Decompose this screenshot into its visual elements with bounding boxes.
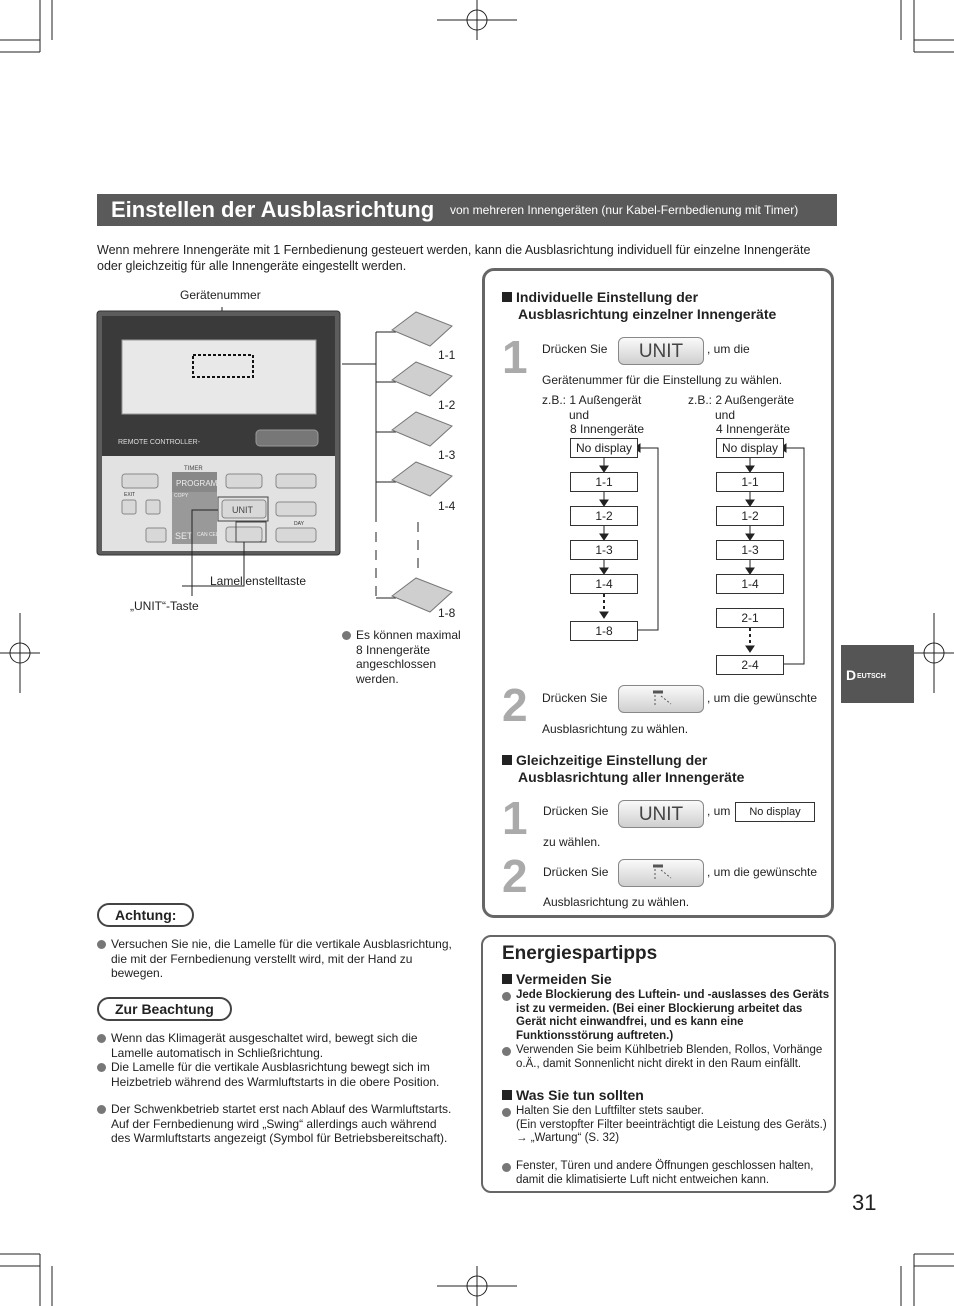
unit-label-8: 1-8 bbox=[438, 606, 456, 620]
remote-timer: TIMER bbox=[184, 466, 203, 472]
step-text: , um bbox=[707, 804, 731, 818]
seq1-item: No display bbox=[570, 438, 638, 458]
step-number: 1 bbox=[502, 792, 528, 844]
bullet-dot bbox=[502, 1163, 511, 1172]
remote-set: SET bbox=[175, 531, 193, 541]
remote-program: PROGRAM bbox=[176, 479, 218, 488]
remote-exit: EXIT bbox=[124, 492, 136, 498]
vermeiden-heading: Vermeiden Sie bbox=[502, 971, 612, 988]
square-bullet-icon bbox=[502, 755, 512, 765]
seq1-item: 1-8 bbox=[570, 621, 638, 641]
page-subtitle: von mehreren Innengeräten (nur Kabel-Fernbedienung mit Timer) bbox=[450, 203, 799, 217]
unit-label-2: 1-2 bbox=[438, 398, 456, 412]
vermeiden-item: Jede Blockierung des Luftein- und -auslasses des Geräts ist zu vermeiden. (Bei einer Blockierung arbeitet das Gerät nicht einwandfrei, und es kann eine Funktionsstörung auftreten.) bbox=[502, 989, 832, 1043]
unit-button[interactable]: UNIT bbox=[618, 800, 704, 828]
unit-label-1: 1-1 bbox=[438, 348, 456, 362]
remote-title: REMOTE CONTROLLER- bbox=[118, 439, 201, 446]
label-geraetenummer: Gerätenummer bbox=[180, 288, 261, 302]
beachtung-item: Wenn das Klimagerät ausgeschaltet wird, bewegt sich die Lamelle automatisch in Schließrichtung. bbox=[97, 1031, 456, 1060]
step-text: Ausblasrichtung zu wählen. bbox=[543, 895, 690, 909]
max-note: Es können maximal 8 Innengeräte angeschlossen werden. bbox=[342, 628, 466, 686]
sollten-heading: Was Sie tun sollten bbox=[502, 1087, 644, 1104]
step-text: , um die gewünschte bbox=[707, 691, 818, 705]
remote-cancel: CAN CEL bbox=[197, 532, 219, 538]
simultaneous-heading: Gleichzeitige Einstellung der Ausblasrichtung aller Innengeräte bbox=[502, 752, 822, 786]
seq2-item: 1-1 bbox=[716, 472, 784, 492]
label-unit-taste: „UNIT“-Taste bbox=[130, 599, 199, 613]
beachtung-item: Der Schwenkbetrieb startet erst nach Ablauf des Warmluftstarts. Auf der Fernbedienung wird „Swing“ allerdings auch während des Warmluftstarts angezeigt (Symbol für Betriebsbereitschaft). bbox=[97, 1102, 456, 1146]
seq2-item: 2-4 bbox=[716, 655, 784, 675]
seq2-item: 1-2 bbox=[716, 506, 784, 526]
seq2-item: 1-3 bbox=[716, 540, 784, 560]
louver-icon bbox=[619, 686, 703, 712]
beachtung-item: Die Lamelle für die vertikale Ausblasrichtung bewegt sich im Heizbetrieb während des Warmluftstarts in die obere Position. bbox=[97, 1060, 456, 1089]
seq2-item: 1-4 bbox=[716, 574, 784, 594]
unit-label-3: 1-3 bbox=[438, 448, 456, 462]
bullet-dot bbox=[342, 631, 351, 640]
intro-text: Wenn mehrere Innengeräte mit 1 Fernbedienung gesteuert werden, kann die Ausblasrichtung individuell für einzelne Innengeräte oder gleichzeitig für alle Innengeräte eingestellt werden. bbox=[97, 243, 811, 273]
square-bullet-icon bbox=[502, 1090, 512, 1100]
page-title: Einstellen der Ausblasrichtung bbox=[111, 197, 435, 222]
remote-unit: UNIT bbox=[232, 505, 253, 515]
step-number: 1 bbox=[502, 331, 528, 383]
step-text: Ausblasrichtung zu wählen. bbox=[542, 722, 689, 736]
achtung-label: Achtung: bbox=[97, 903, 194, 927]
seq1-item: 1-3 bbox=[570, 540, 638, 560]
step-number: 2 bbox=[502, 679, 528, 731]
language-tab: D EUTSCH bbox=[841, 645, 914, 703]
seq1-item: 1-1 bbox=[570, 472, 638, 492]
vermeiden-item: Verwenden Sie beim Kühlbetrieb Blenden, Rollos, Vorhänge o.Ä., damit Sonnenlicht nicht direkt in den Raum einfällt. bbox=[502, 1044, 832, 1071]
louver-button[interactable] bbox=[618, 859, 704, 887]
remote-day: DAY bbox=[294, 521, 304, 527]
bullet-dot bbox=[502, 992, 511, 1001]
bullet-dot bbox=[97, 940, 106, 949]
step-text: Drücken Sie bbox=[543, 804, 609, 818]
bullet-dot bbox=[97, 1105, 106, 1114]
seq1-item: 1-4 bbox=[570, 574, 638, 594]
energie-title: Energiespartipps bbox=[502, 943, 658, 964]
louver-button[interactable] bbox=[618, 685, 704, 713]
example-1: z.B.: 1 Außengerät und 8 Innengeräte bbox=[542, 393, 645, 436]
square-bullet-icon bbox=[502, 974, 512, 984]
individual-heading: Individuelle Einstellung der Ausblasrichtung einzelner Innengeräte bbox=[502, 289, 822, 323]
sollten-item: Halten Sie den Luftfilter stets sauber. (Ein verstopfter Filter beeinträchtigt die Leistung des Geräts.) → „Wartung“ (S. 32) bbox=[502, 1105, 832, 1146]
step-text: , um die bbox=[707, 342, 750, 356]
no-display-box: No display bbox=[735, 802, 815, 822]
achtung-item: Versuchen Sie nie, die Lamelle für die vertikale Ausblasrichtung, die mit der Fernbedienung verstellt wird, mit der Hand zu bewegen. bbox=[97, 937, 456, 981]
example-2: z.B.: 2 Außengeräte und 4 Innengeräte bbox=[688, 393, 795, 436]
bullet-dot bbox=[502, 1108, 511, 1117]
unit-button[interactable]: UNIT bbox=[618, 337, 704, 365]
page-number: 31 bbox=[852, 1190, 877, 1215]
bullet-dot bbox=[502, 1047, 511, 1056]
step-text: Drücken Sie bbox=[542, 342, 608, 356]
seq2-item: 2-1 bbox=[716, 608, 784, 628]
louver-icon bbox=[619, 860, 703, 886]
step-text: Drücken Sie bbox=[543, 865, 609, 879]
title-bar bbox=[97, 194, 837, 226]
seq1-item: 1-2 bbox=[570, 506, 638, 526]
bullet-dot bbox=[97, 1063, 106, 1072]
step-text: Drücken Sie bbox=[542, 691, 608, 705]
step-text: Gerätenummer für die Einstellung zu wählen. bbox=[542, 373, 783, 387]
step-number: 2 bbox=[502, 850, 528, 902]
sollten-item: Fenster, Türen und andere Öffnungen geschlossen halten, damit die klimatisierte Luft nicht entweichen kann. bbox=[502, 1160, 832, 1187]
step-text: zu wählen. bbox=[543, 835, 601, 849]
remote-copy: COPY bbox=[174, 493, 189, 499]
bullet-dot bbox=[97, 1034, 106, 1043]
label-lamellenstelltaste: Lamellenstelltaste bbox=[210, 574, 307, 588]
seq2-item: No display bbox=[716, 438, 784, 458]
beachtung-label: Zur Beachtung bbox=[97, 997, 232, 1021]
square-bullet-icon bbox=[502, 292, 512, 302]
step-text: , um die gewünschte bbox=[707, 865, 818, 879]
unit-label-4: 1-4 bbox=[438, 499, 456, 513]
